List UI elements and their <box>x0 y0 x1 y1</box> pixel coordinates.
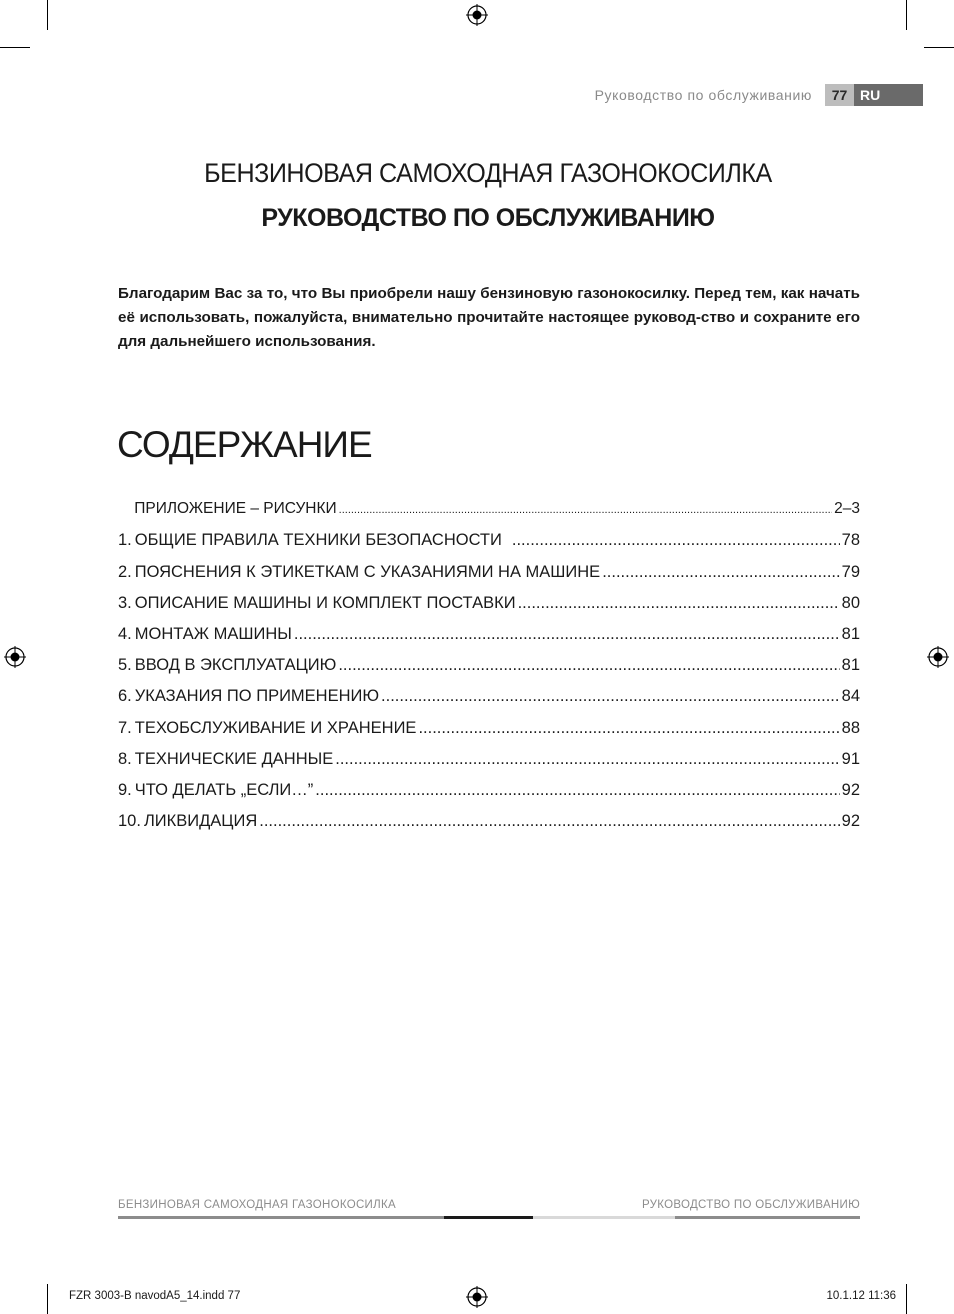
toc-leader-dots <box>381 687 840 706</box>
toc-entry[interactable] <box>118 687 860 711</box>
toc-leader-dots <box>418 719 839 738</box>
toc-leader-dots <box>335 750 839 769</box>
crop-mark <box>47 0 48 30</box>
toc-entry[interactable] <box>118 781 860 805</box>
footer-divider <box>118 1216 444 1219</box>
toc-leader-dots <box>259 812 839 831</box>
toc-entry-page: 88 <box>841 719 860 737</box>
toc-entry-page: 92 <box>841 781 860 799</box>
crop-mark <box>47 1284 48 1314</box>
toc-leader-dots <box>518 594 840 613</box>
toc-entry-title: ТЕХОБСЛУЖИВАНИЕ И ХРАНЕНИЕ <box>134 719 417 737</box>
toc-leader-dots <box>512 531 840 550</box>
footer-divider <box>444 1216 533 1219</box>
toc-entry[interactable] <box>118 625 860 649</box>
toc-entry[interactable] <box>118 719 860 743</box>
toc-entry-number: 8. <box>118 750 132 768</box>
toc-entry[interactable] <box>118 531 860 555</box>
toc-entry-page: 80 <box>841 594 860 612</box>
toc-entry-page: 84 <box>841 687 860 705</box>
toc-entry-number: 9. <box>118 781 132 799</box>
toc-entry[interactable] <box>118 594 860 618</box>
document-title: РУКОВОДСТВО ПО ОБСЛУЖИВАНИЮ <box>261 204 715 232</box>
registration-mark-icon <box>4 646 26 668</box>
toc-entry-title: МОНТАЖ МАШИНЫ <box>134 625 292 643</box>
registration-mark-icon <box>927 646 949 668</box>
toc-heading: СОДЕРЖАНИЕ <box>117 424 372 465</box>
crop-mark <box>0 47 30 48</box>
toc-entry-title: ОБЩИЕ ПРАВИЛА ТЕХНИКИ БЕЗОПАСНОСТИ <box>134 531 502 549</box>
toc-entry-page: 2–3 <box>834 500 860 517</box>
toc-entry[interactable] <box>118 656 860 680</box>
toc-entry-title: ПОЯСНЕНИЯ К ЭТИКЕТКАМ С УКАЗАНИЯМИ НА МАШИНЕ <box>134 563 601 581</box>
toc-entry-page: 92 <box>841 812 860 830</box>
page-number: 77 <box>825 84 854 106</box>
document-subtitle: БЕНЗИНОВАЯ САМОХОДНАЯ ГАЗОНОКОСИЛКА <box>204 158 772 188</box>
toc-entry-page: 79 <box>841 563 860 581</box>
toc-entry-page: 81 <box>841 656 860 674</box>
crop-mark <box>906 0 907 30</box>
toc-entry-number: 1. <box>118 531 132 549</box>
toc-entry-page: 81 <box>841 625 860 643</box>
toc-entry-title: ЛИКВИДАЦИЯ <box>143 812 258 830</box>
toc-entry-title: ЧТО ДЕЛАТЬ „ЕСЛИ…” <box>134 781 314 799</box>
toc-entry-title: ВВОД В ЭКСПЛУАТАЦИЮ <box>134 656 337 674</box>
crop-mark <box>906 1284 907 1314</box>
footer-manual-name: РУКОВОДСТВО ПО ОБСЛУЖИВАНИЮ <box>641 1199 860 1211</box>
print-slug-date: 10.1.12 11:36 <box>826 1290 896 1302</box>
toc-entry-number: 7. <box>118 719 132 737</box>
toc-entry-number: 10. <box>118 812 141 830</box>
running-header <box>0 84 954 106</box>
toc-leader-dots <box>294 625 840 644</box>
registration-mark-icon <box>466 4 488 26</box>
toc-entry-title: ТЕХНИЧЕСКИЕ ДАННЫЕ <box>134 750 334 768</box>
toc-leader-dots <box>602 563 839 582</box>
footer-divider <box>533 1216 675 1219</box>
toc-entry[interactable] <box>118 750 860 774</box>
header-section-title: Руководство по обслуживанию <box>594 87 812 103</box>
toc-leader-dots <box>339 504 832 516</box>
toc-entry-number: 6. <box>118 687 132 705</box>
print-slug-file: FZR 3003-B navodA5_14.indd 77 <box>69 1290 241 1302</box>
toc-leader-dots <box>315 781 839 800</box>
toc-entry-title: УКАЗАНИЯ ПО ПРИМЕНЕНИЮ <box>134 687 380 705</box>
toc-entry-number: 5. <box>118 656 132 674</box>
registration-mark-icon <box>466 1286 488 1308</box>
footer-divider <box>675 1216 860 1219</box>
footer-product-name: БЕНЗИНОВАЯ САМОХОДНАЯ ГАЗОНОКОСИЛКА <box>118 1199 396 1211</box>
toc-entry[interactable] <box>118 812 860 836</box>
toc-entry-page: 91 <box>841 750 860 768</box>
toc-entry[interactable] <box>118 563 860 587</box>
crop-mark <box>924 47 954 48</box>
toc-entry-number: 3. <box>118 594 132 612</box>
toc-entry-number: 4. <box>118 625 132 643</box>
toc-entry[interactable] <box>118 500 860 524</box>
toc-entry-title: ПРИЛОЖЕНИЕ – РИСУНКИ <box>134 500 337 517</box>
toc-entry-page: 78 <box>841 531 860 549</box>
toc-leader-dots <box>338 656 839 675</box>
toc-entry-title: ОПИСАНИЕ МАШИНЫ И КОМПЛЕКТ ПОСТАВКИ <box>134 594 516 612</box>
language-tab: RU <box>854 84 923 106</box>
intro-paragraph: Благодарим Вас за то, что Вы приобрели нашу бензиновую газонокосилку. Перед тем, как начать её использовать, пожалуйста, внимательно прочитайте настоящее руковод-ство и сохраните его для дальнейшего использования. <box>118 285 860 350</box>
toc-entry-number: 2. <box>118 563 132 581</box>
